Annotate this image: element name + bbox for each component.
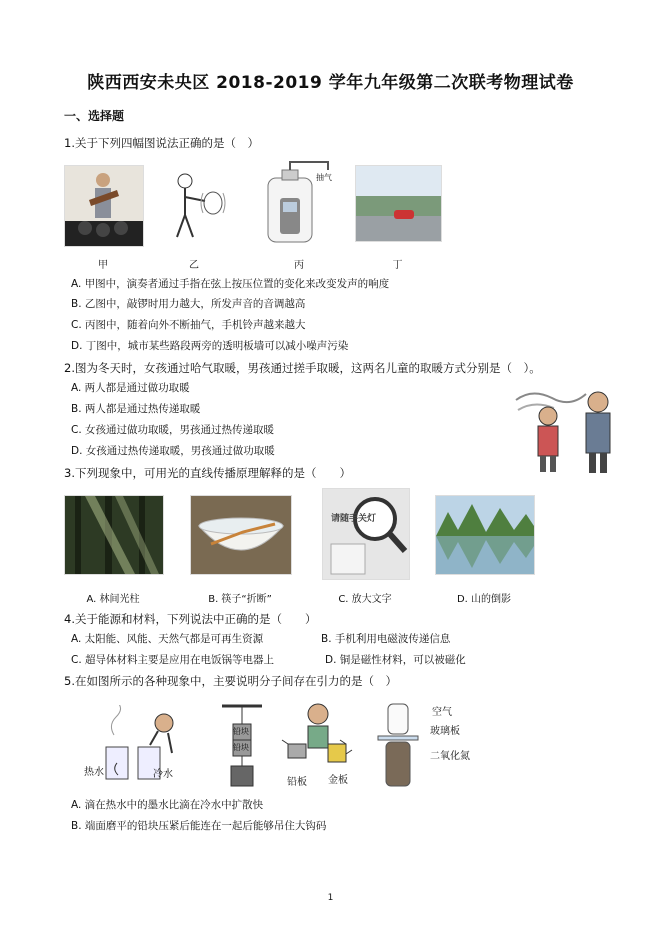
q1-image-bing [258, 160, 340, 245]
q5-stem: 5.在如图所示的各种现象中，主要说明分子间存在引力的是（ ） [64, 674, 397, 688]
q2-stem: 2.图为冬天时，女孩通过哈气取暖，男孩通过搓手取暖，这两名儿童的取暖方式分别是（ ）。 [64, 361, 541, 375]
q5-option-a: A. 滴在热水中的墨水比滴在冷水中扩散快 [71, 799, 264, 811]
q1-image-yi [155, 165, 233, 245]
q3-stem: 3.下列现象中，可用光的直线传播原理解释的是（ ） [64, 466, 351, 480]
q5-label-leadplate: 铅板 [287, 777, 307, 788]
q1-option-c: C. 丙图中，随着向外不断抽气，手机铃声越来越大 [71, 319, 306, 331]
q5-label-air: 空气 [432, 707, 452, 718]
q1-caption-ding: 丁 [392, 260, 403, 271]
q4-option-d: D. 铜是磁性材料，可以被磁化 [325, 654, 466, 666]
q1-caption-jia: 甲 [98, 260, 108, 271]
q3-caption-b: B. 筷子“折断” [208, 594, 272, 605]
q3-image-forest [64, 495, 164, 575]
q1-caption-bing: 丙 [294, 260, 304, 271]
page-title: 陕西西安未央区 2018-2019 学年九年级第二次联考物理试卷 [87, 73, 574, 93]
q4-option-c: C. 超导体材料主要是应用在电饭锅等电器上 [71, 654, 275, 666]
q5-label-hot: 热水 [84, 767, 104, 778]
q5-label-no2: 二氧化氮 [430, 751, 470, 762]
q4-option-a: A. 太阳能、风能、天然气都是可再生资源 [71, 633, 264, 645]
q4-option-b: B. 手机利用电磁波传递信息 [321, 633, 451, 645]
q1-stem: 1.关于下列四幅图说法正确的是（ ） [64, 136, 259, 150]
q5-image-gas-bottles [372, 700, 437, 790]
q1-caption-yi: 乙 [189, 260, 199, 271]
q2-image-children [512, 380, 627, 478]
q2-option-d: D. 女孩通过热传递取暖，男孩通过做功取暖 [71, 445, 275, 457]
q3-image-mountains [435, 495, 535, 575]
section-heading: 一、选择题 [64, 109, 125, 123]
q2-option-a: A. 两人都是通过做功取暖 [71, 382, 190, 394]
q5-label-lead2: 铅块 [233, 743, 249, 752]
q1-option-d: D. 丁图中，城市某些路段两旁的透明板墙可以减小噪声污染 [71, 340, 349, 352]
q1-image-ding [355, 165, 442, 242]
q1-image-jia [64, 165, 144, 247]
q3-sign-text: 请随手关灯 [331, 514, 377, 524]
q5-label-goldplate: 金板 [328, 775, 348, 786]
q3-caption-c: C. 放大文字 [338, 594, 392, 605]
q5-option-b: B. 端面磨平的铅块压紧后能连在一起后能够吊住大钩码 [71, 820, 327, 832]
q3-image-chopsticks [190, 495, 292, 575]
q2-option-b: B. 两人都是通过热传递取暖 [71, 403, 201, 415]
page-number: 1 [327, 893, 334, 903]
q3-caption-d: D. 山的倒影 [456, 594, 512, 605]
q4-stem: 4.关于能源和材料，下列说法中正确的是（ ） [64, 612, 317, 626]
q5-label-lead1: 铅块 [233, 727, 249, 736]
q1-option-b: B. 乙图中，敲锣时用力越大，所发声音的音调越高 [71, 298, 306, 310]
q1-pump-label: 抽气 [316, 173, 332, 182]
q2-option-c: C. 女孩通过做功取暖，男孩通过热传递取暖 [71, 424, 275, 436]
q5-label-glass: 玻璃板 [430, 726, 460, 737]
q3-caption-a: A. 林间光柱 [86, 594, 140, 605]
q5-label-cold: 冷水 [153, 769, 173, 780]
q5-image-plates [280, 700, 360, 770]
q1-option-a: A. 甲图中，演奏者通过手指在弦上按压位置的变化来改变发声的响度 [71, 278, 390, 290]
q3-image-magnifier [322, 488, 410, 580]
